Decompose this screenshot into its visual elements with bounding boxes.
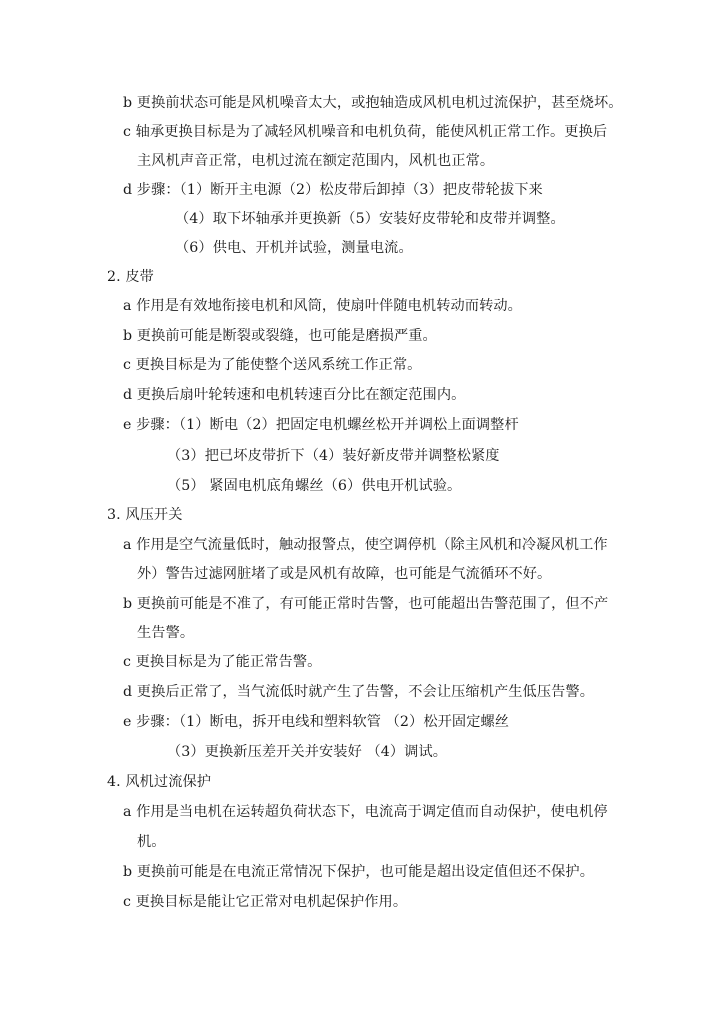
text-line: （6）供电、开机并试验，测量电流。 — [175, 240, 413, 256]
text-line: c 更换目标是为了能正常告警。 — [123, 654, 322, 670]
text-line: a 作用是空气流量低时，触动报警点，使空调停机（除主风机和冷凝风机工作 — [123, 537, 608, 553]
text-line: e 步骤：（1）断电（2）把固定电机螺丝松开并调松上面调整杆 — [123, 417, 519, 433]
text-line: b 更换前可能是在电流正常情况下保护，也可能是超出设定值但还不保护。 — [123, 864, 594, 880]
text-line: 主风机声音正常，电机过流在额定范围内，风机也正常。 — [137, 153, 495, 169]
text-line: （5） 紧固电机底角螺丝（6）供电开机试验。 — [167, 478, 462, 494]
text-line: d 更换后正常了，当气流低时就产生了告警，不会让压缩机产生低压告警。 — [123, 684, 594, 700]
section-heading: 3. 风压开关 — [107, 507, 183, 523]
text-line: b 更换前可能是不准了，有可能正常时告警，也可能超出告警范围了，但不产 — [123, 596, 609, 612]
text-line: a 作用是当电机在运转超负荷状态下，电流高于调定值而自动保护，使电机停 — [123, 804, 608, 820]
text-line: c 轴承更换目标是为了减轻风机噪音和电机负荷，能使风机正常工作。更换后 — [123, 124, 608, 140]
text-line: b 更换前状态可能是风机噪音太大，或抱轴造成风机电机过流保护，甚至烧坏。 — [123, 95, 623, 111]
text-line: d 更换后扇叶轮转速和电机转速百分比在额定范围内。 — [123, 387, 466, 403]
text-line: 机。 — [137, 834, 166, 850]
text-line: d 步骤：（1）断开主电源（2）松皮带后卸掉（3）把皮带轮拔下来 — [123, 182, 543, 198]
text-line: c 更换目标是为了能使整个送风系统工作正常。 — [123, 357, 422, 373]
text-line: （4）取下坏轴承并更换新（5）安装好皮带轮和皮带并调整。 — [175, 211, 565, 227]
text-line: e 步骤：（1）断电，拆开电线和塑料软管 （2）松开固定螺丝 — [123, 714, 510, 730]
section-heading: 4. 风机过流保护 — [107, 774, 212, 790]
section-heading: 2. 皮带 — [107, 269, 154, 285]
text-line: 外）警告过滤网脏堵了或是风机有故障，也可能是气流循环不好。 — [137, 566, 552, 582]
text-line: b 更换前可能是断裂或裂缝，也可能是磨损严重。 — [123, 328, 437, 344]
text-line: c 更换目标是能让它正常对电机起保护作用。 — [123, 894, 408, 910]
text-line: （3）更换新压差开关并安装好 （4）调试。 — [167, 744, 448, 760]
text-line: （3）把已坏皮带折下（4）装好新皮带并调整松紧度 — [167, 448, 500, 464]
text-line: a 作用是有效地衔接电机和风筒，使扇叶伴随电机转动而转动。 — [123, 298, 522, 314]
text-line: 生告警。 — [137, 625, 195, 641]
